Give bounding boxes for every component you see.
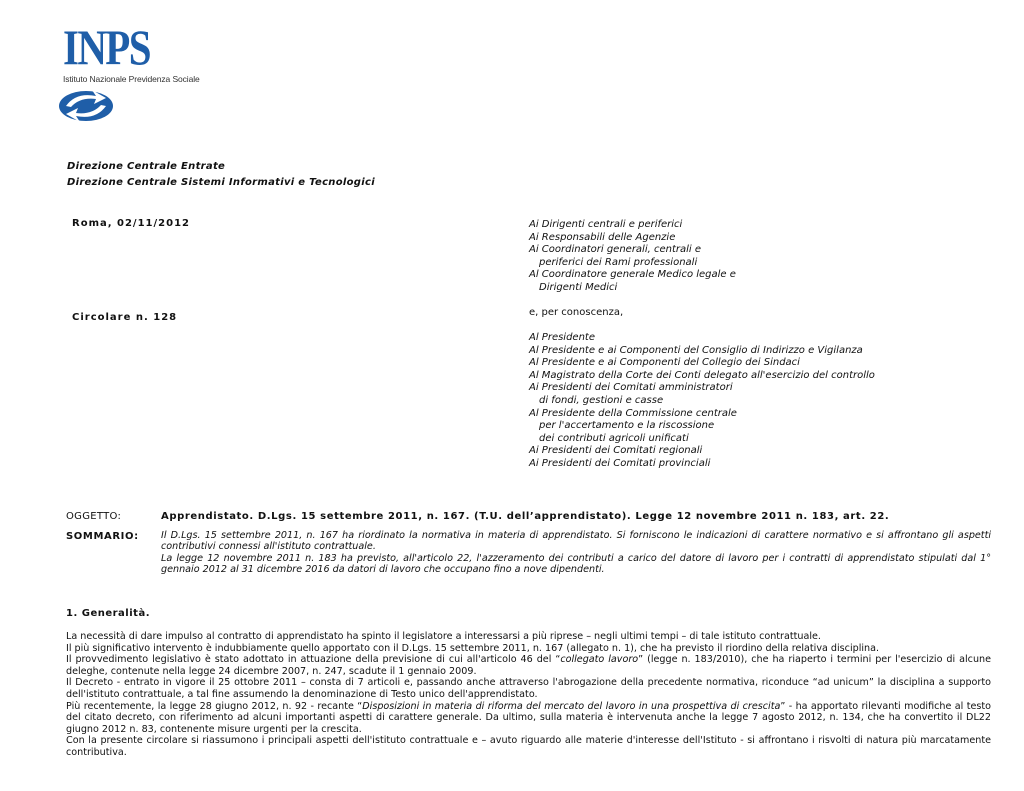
text-run-italic: Disposizioni in materia di riforma del mercato del lavoro in una prospettiva di crescita xyxy=(362,700,781,712)
recipient-line: Dirigenti Medici xyxy=(539,281,618,293)
recipient-line: Al Presidente e ai Componenti del Consiglio di Indirizzo e Vigilanza xyxy=(529,344,863,356)
body-paragraph: La necessità di dare impulso al contratto di apprendistato ha spinto il legislatore a interessarsi a più riprese – negli ultimi tempi – di tale istituto contrattuale. xyxy=(66,631,821,642)
direction-line: Direzione Centrale Entrate xyxy=(67,161,226,172)
recipient-line: Al Presidente della Commissione centrale xyxy=(529,407,737,419)
summary-text xyxy=(161,530,991,576)
inps-emblem-icon xyxy=(56,86,120,126)
recipient-line: Al Presidente xyxy=(529,332,595,343)
inps-logo: INPS xyxy=(63,19,150,75)
recipient-line: Ai Presidenti dei Comitati regionali xyxy=(529,445,703,457)
recipient-line: Al Presidente e ai Componenti del Collegio dei Sindaci xyxy=(529,357,800,369)
place-date: Roma, 02/11/2012 xyxy=(72,218,190,229)
recipient-line: Ai Responsabili delle Agenzie xyxy=(529,231,676,243)
recipients-secondary xyxy=(529,332,875,471)
body-paragraph xyxy=(66,701,991,736)
circular-number: Circolare n. 128 xyxy=(72,312,178,323)
section-body xyxy=(66,631,991,759)
recipient-line: Ai Presidenti dei Comitati provinciali xyxy=(529,457,711,469)
subject-label: OGGETTO: xyxy=(66,511,122,522)
body-paragraph: Il Decreto - entrato in vigore il 25 ottobre 2011 – consta di 7 articoli e, passando anche attraverso l'abrogazione della precedente normativa, riconduce “ad unicum” la disciplina a supporto dell'istituto contrattuale, a tal fine assumendo la denominazione di Testo unico dell'apprendistato. xyxy=(66,677,991,700)
text-run-italic: collegato lavoro xyxy=(560,654,639,666)
text-run: ” - ha apportato rilevanti modifiche al testo del citato decreto, con riferimento ad alcuni importanti aspetti di carattere generale. Da ultimo, sulla materia è intervenuta anche la legge 7 agosto 2012, n. 134, che ha convertito il DL22 giugno 2012 n. 83, contenente misure urgenti per la crescita. xyxy=(66,700,991,735)
body-paragraph: Con la presente circolare si riassumono i principali aspetti dell'istituto contrattuale e – avuto riguardo alle materie d'interesse dell'Istituto - si affrontano i risvolti di natura più marcatamente contributiva. xyxy=(66,735,991,758)
subject-text: Apprendistato. D.Lgs. 15 settembre 2011, n. 167. (T.U. dell’apprendistato). Legge 12 novembre 2011 n. 183, art. 22. xyxy=(161,511,890,522)
body-paragraph xyxy=(66,654,991,677)
recipients-primary xyxy=(529,219,736,295)
for-knowledge xyxy=(529,307,623,320)
text-run: Il provvedimento legislativo è stato adottato in attuazione della previsione di cui all'articolo 46 del “ xyxy=(66,654,561,666)
for-knowledge-label: e, per conoscenza, xyxy=(529,307,624,318)
recipient-line: Ai Coordinatori generali, centrali e xyxy=(529,244,702,256)
recipient-line: periferici dei Rami professionali xyxy=(539,256,698,268)
recipient-line: Al Coordinatore generale Medico legale e xyxy=(529,269,736,281)
logo-subtitle: Istituto Nazionale Previdenza Sociale xyxy=(63,74,200,84)
recipient-line: di fondi, gestioni e casse xyxy=(539,394,664,406)
section-title: 1. Generalità. xyxy=(66,608,150,619)
text-run: ” (legge n. 183/2010), che ha riaperto i termini per l'esercizio di alcune deleghe, contenute nella legge 24 dicembre 2007, n. 247, scadute il 1 gennaio 2009. xyxy=(66,654,992,677)
direction-line: Direzione Centrale Sistemi Informativi e Tecnologici xyxy=(67,177,375,188)
recipient-line: per l'accertamento e la riscossione xyxy=(539,420,715,432)
summary-paragraph: La legge 12 novembre 2011 n. 183 ha previsto, all'articolo 22, l'azzeramento dei contributi a carico del datore di lavoro per i contratti di apprendistato stipulati dal 1° gennaio 2012 al 31 dicembre 2016 da datori di lavoro che occupano fino a nove dipendenti. xyxy=(161,552,991,576)
body-paragraph: Il più significativo intervento è indubbiamente quello apportato con il D.Lgs. 15 settembre 2011, n. 167 (allegato n. 1), che ha previsto il riordino della relativa disciplina. xyxy=(66,642,880,654)
recipient-line: Ai Dirigenti centrali e periferici xyxy=(529,219,683,230)
recipient-line: dei contributi agricoli unificati xyxy=(539,432,689,444)
summary-label: SOMMARIO: xyxy=(66,531,139,542)
recipient-line: Al Magistrato della Corte dei Conti delegato all'esercizio del controllo xyxy=(529,369,875,381)
recipient-line: Ai Presidenti dei Comitati amministratori xyxy=(529,382,733,394)
summary-paragraph: Il D.Lgs. 15 settembre 2011, n. 167 ha riordinato la normativa in materia di apprendistato. Si forniscono le indicazioni di carattere normativo e si affrontano gli aspetti contributivi connessi all'istituto contrattuale. xyxy=(161,530,991,553)
text-run: Più recentemente, la legge 28 giugno 2012, n. 92 - recante “ xyxy=(66,700,363,712)
